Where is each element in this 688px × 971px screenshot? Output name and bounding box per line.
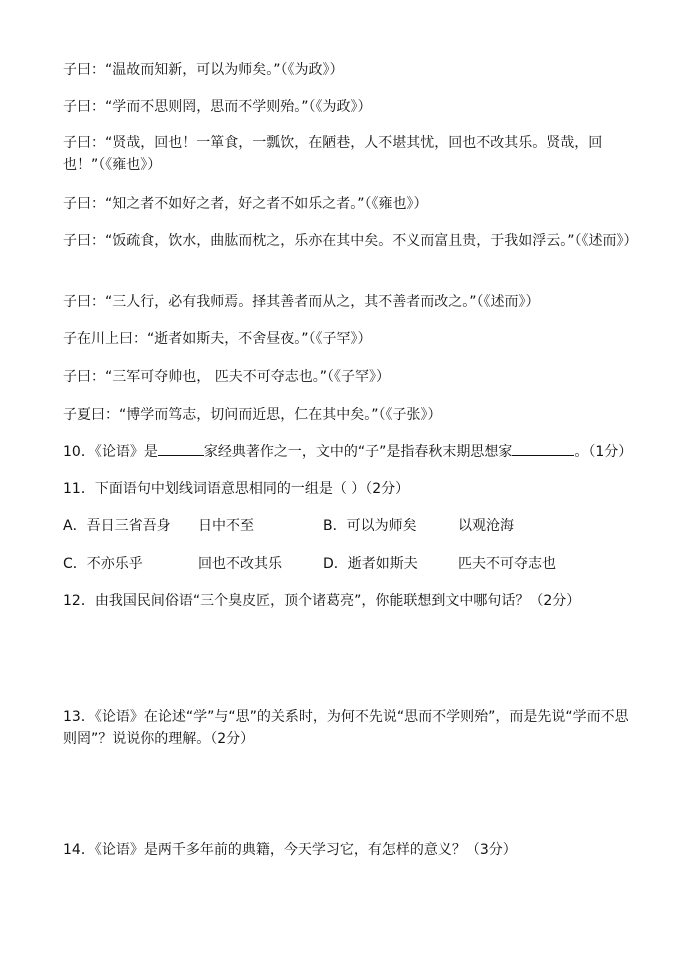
question-10-part2: 家经典著作之一，文中的“子”是指春秋末期思想家	[203, 444, 513, 460]
option-a-text-2: 日中不至	[198, 518, 254, 534]
option-b-text-1: B．可以为师矣	[323, 518, 417, 534]
option-a-text-1: A．吾日三省吾身	[63, 518, 171, 534]
option-c-text-2: 回也不改其乐	[198, 556, 282, 572]
quote-2: 子曰：“学而不思则罔，思而不学则殆。”（《为政》）	[63, 99, 372, 115]
question-11-options-ab	[63, 515, 633, 537]
option-b-text-2: 以观沧海	[458, 518, 514, 534]
question-11-stem: 11．下面语句中划线词语意思相同的一组是（ ）（2分）	[63, 481, 410, 497]
quote-4: 子曰：“知之者不如好之者，好之者不如乐之者。”（《雍也》）	[63, 196, 428, 212]
quote-1: 子曰：“温故而知新，可以为师矣。”（《为政》）	[63, 62, 344, 78]
quote-3: 子曰：“贤哉，回也！一箪食，一瓢饮，在陋巷，人不堪其忧，回也不改其乐。贤哉，回也！”（《雍也》）	[63, 135, 603, 173]
quote-7: 子在川上曰：“逝者如斯夫，不舍昼夜。”（《子罕》）	[63, 331, 372, 347]
question-11-options-cd	[63, 553, 633, 575]
quote-6: 子曰：“三人行，必有我师焉。择其善者而从之，其不善者而改之。”（《述而》）	[63, 294, 540, 310]
answer-blank-1[interactable]	[158, 441, 204, 456]
quote-5: 子曰：“饭疏食，饮水，曲肱而枕之，乐亦在其中矣。不义而富且贵，于我如浮云。”（《述而》）	[63, 233, 638, 249]
quote-9: 子夏曰：“博学而笃志，切问而近思，仁在其中矣。”（《子张》）	[63, 407, 442, 423]
question-12: 12．由我国民间俗语“三个臭皮匠，顶个诸葛亮”，你能联想到文中哪句话？（2分）	[63, 593, 581, 609]
question-13: 13．《论语》在论述“学”与“思”的关系时，为何不先说“思而不学则殆”，而是先说“学而不思则罔”？说说你的理解。（2分）	[63, 709, 629, 747]
option-c-text-1: C．不亦乐乎	[63, 556, 143, 572]
question-10-part1: 10．《论语》是	[63, 444, 158, 460]
question-10-part3: 。（1分）	[574, 444, 633, 460]
quote-8: 子曰：“三军可夺帅也， 匹夫不可夺志也。”（《子罕》）	[63, 369, 390, 385]
question-10	[63, 441, 633, 463]
question-14: 14．《论语》是两千多年前的典籍，今天学习它，有怎样的意义？（3分）	[63, 842, 517, 858]
option-d-text-1: D．逝者如斯夫	[323, 556, 418, 572]
answer-blank-2[interactable]	[512, 441, 574, 456]
option-d-text-2: 匹夫不可夺志也	[458, 556, 556, 572]
